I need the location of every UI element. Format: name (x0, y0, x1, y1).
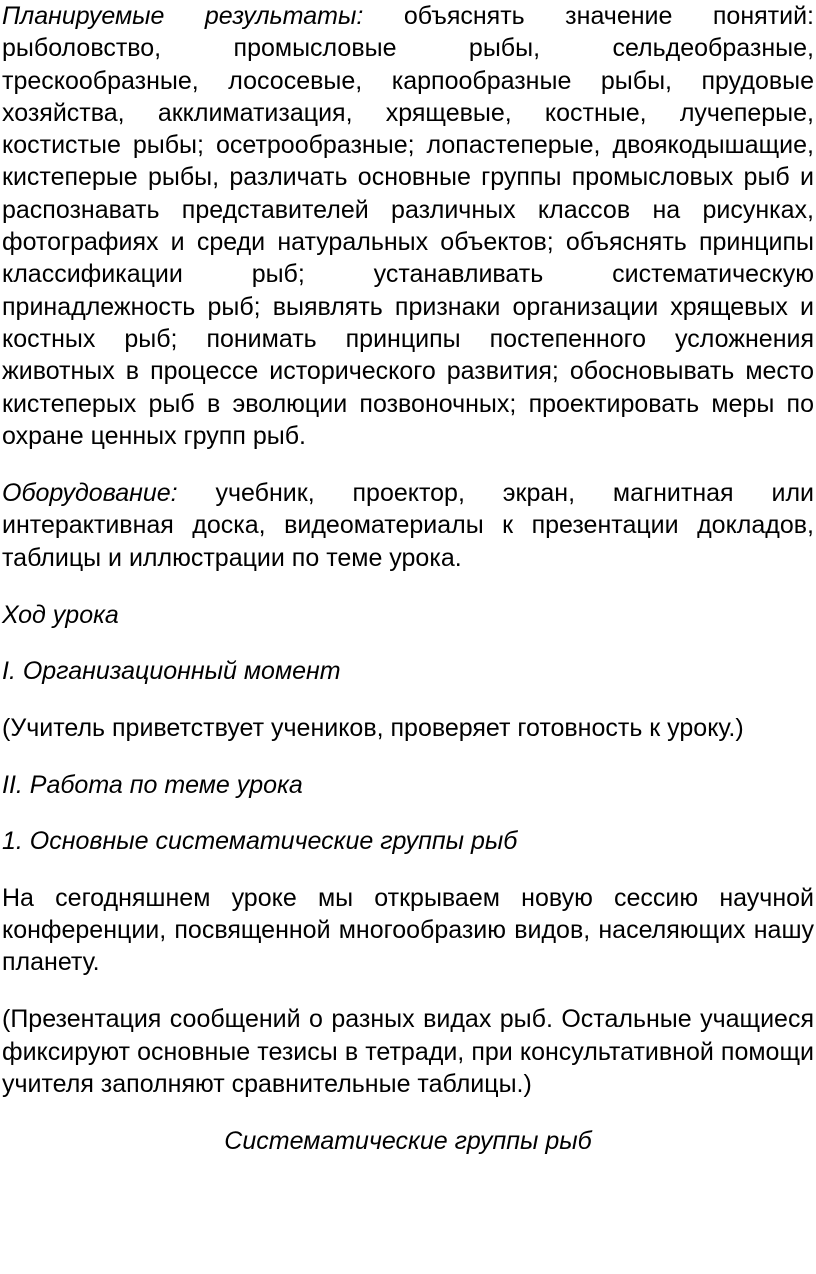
table-title: Систематические группы рыб (224, 1127, 592, 1156)
lesson-heading: Ход урока (2, 601, 119, 630)
equipment-label: Оборудование: (2, 479, 178, 508)
section-organizational-heading: I. Организационный момент (2, 657, 341, 686)
presentation-paragraph: (Презентация сообщений о разных видах рыб. Остальные учащиеся фиксируют основные тезисы в тетради, при консультативной помощи учителя заполняют сравнительные таблицы.) (2, 1005, 814, 1099)
equipment-paragraph (2, 477, 814, 574)
conference-paragraph: На сегодняшнем уроке мы открываем новую сессию научной конференции, посвященной многообразию видов, населяющих нашу планету. (2, 883, 814, 977)
equipment-text: учебник, проектор, экран, магнитная или интерактивная доска, видеоматериалы к презентации докладов, таблицы и иллюстрации по теме урока. (2, 479, 814, 572)
section-organizational-text: (Учитель приветствует учеников, проверяет готовность к уроку.) (2, 713, 744, 742)
subsection-fish-groups-heading: 1. Основные систематические группы рыб (2, 827, 518, 856)
planned-results-paragraph (2, 0, 814, 452)
planned-results-label: Планируемые результаты: (2, 2, 364, 30)
section-lesson-work-heading: II. Работа по теме урока (2, 770, 303, 799)
planned-results-text: объяснять значение понятий: рыболовство, промысловые рыбы, сельдеобразные, трескообразные, лососевые, карпообразные рыбы, прудовые хозяйства, акклиматизация, хрящевые, костные, лучеперые, костистые рыбы; осетрообразные; лопастеперые, двоякодышащие, кистеперые рыбы, различать основные группы промысловых рыб и распознавать представителей различных классов на рисунках, фотографиях и среди натуральных объектов; объяснять принципы классификации рыб; устанавливать систематическую принадлежность рыб; выявлять признаки организации хрящевых и костных рыб; понимать принципы постепенного усложнения животных в процессе исторического развития; обосновывать место кистеперых рыб в эволюции позвоночных; проектировать меры по охране ценных групп рыб. (2, 2, 815, 450)
